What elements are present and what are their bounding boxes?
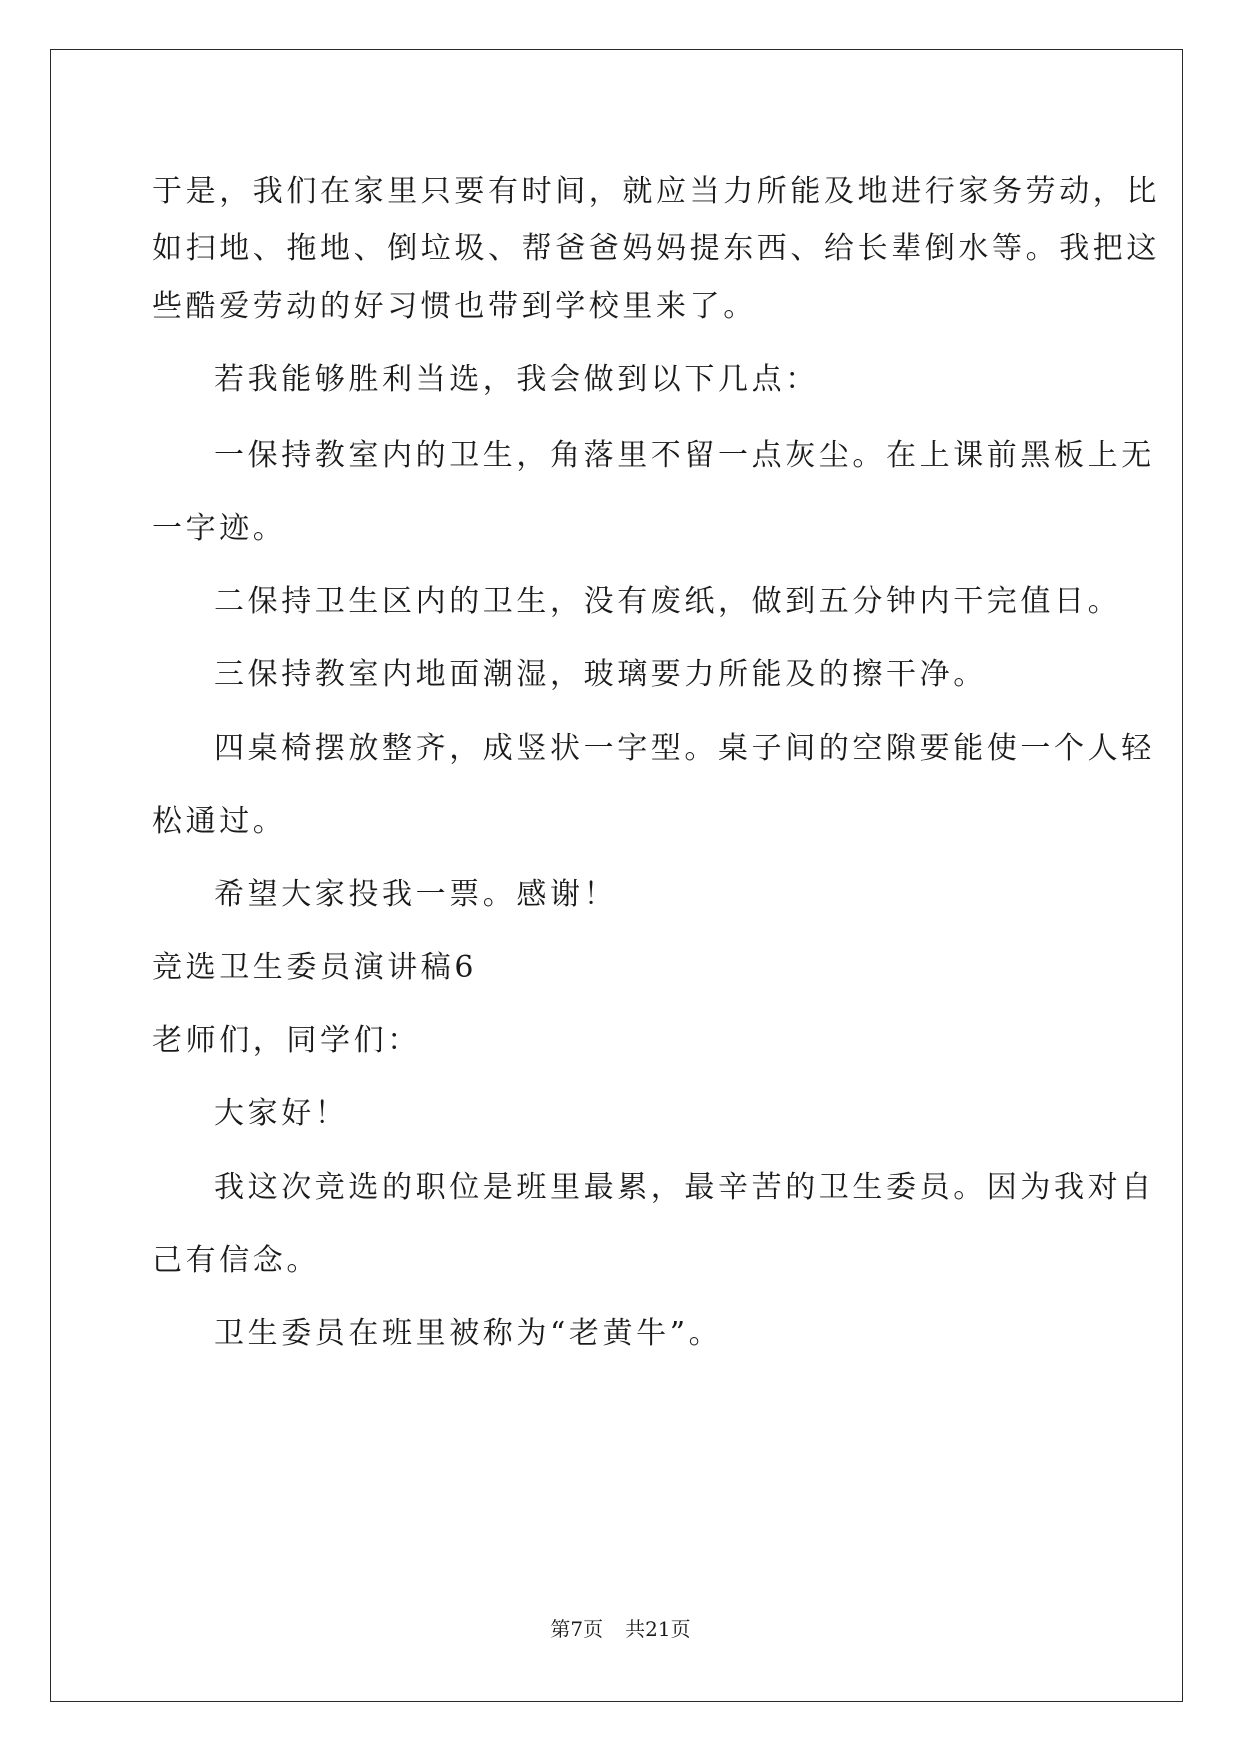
paragraph-line: 松通过。	[152, 804, 287, 839]
paragraph-line: 于是，我们在家里只要有时间，就应当力所能及地进行家务劳动，比	[152, 174, 1160, 209]
page-total: 共21页	[625, 1617, 691, 1641]
paragraph-line: 卫生委员在班里被称为“老黄牛”。	[214, 1316, 723, 1351]
paragraph-line: 一保持教室内的卫生，角落里不留一点灰尘。在上课前黑板上无	[214, 438, 1155, 473]
paragraph-line: 如扫地、拖地、倒垃圾、帮爸爸妈妈提东西、给长辈倒水等。我把这	[152, 231, 1160, 266]
page-number: 第7页	[550, 1617, 604, 1641]
paragraph-line: 四桌椅摆放整齐，成竖状一字型。桌子间的空隙要能使一个人轻	[214, 731, 1155, 766]
paragraph-line: 二保持卫生区内的卫生，没有废纸，做到五分钟内干完值日。	[214, 584, 1122, 619]
paragraph-line: 些酷爱劳动的好习惯也带到学校里来了。	[152, 289, 757, 324]
greeting: 大家好！	[214, 1096, 349, 1131]
paragraph-line: 若我能够胜利当选，我会做到以下几点：	[214, 362, 819, 397]
paragraph-line: 我这次竞选的职位是班里最累，最辛苦的卫生委员。因为我对自	[214, 1170, 1155, 1205]
paragraph-line: 三保持教室内地面潮湿，玻璃要力所能及的擦干净。	[214, 657, 987, 692]
paragraph-line: 一字迹。	[152, 511, 287, 546]
paragraph-line: 己有信念。	[152, 1243, 320, 1278]
paragraph-line: 希望大家投我一票。感谢！	[214, 877, 618, 912]
section-heading: 竞选卫生委员演讲稿6	[152, 950, 478, 985]
salutation: 老师们，同学们：	[152, 1023, 421, 1058]
page-footer	[0, 1617, 1241, 1641]
